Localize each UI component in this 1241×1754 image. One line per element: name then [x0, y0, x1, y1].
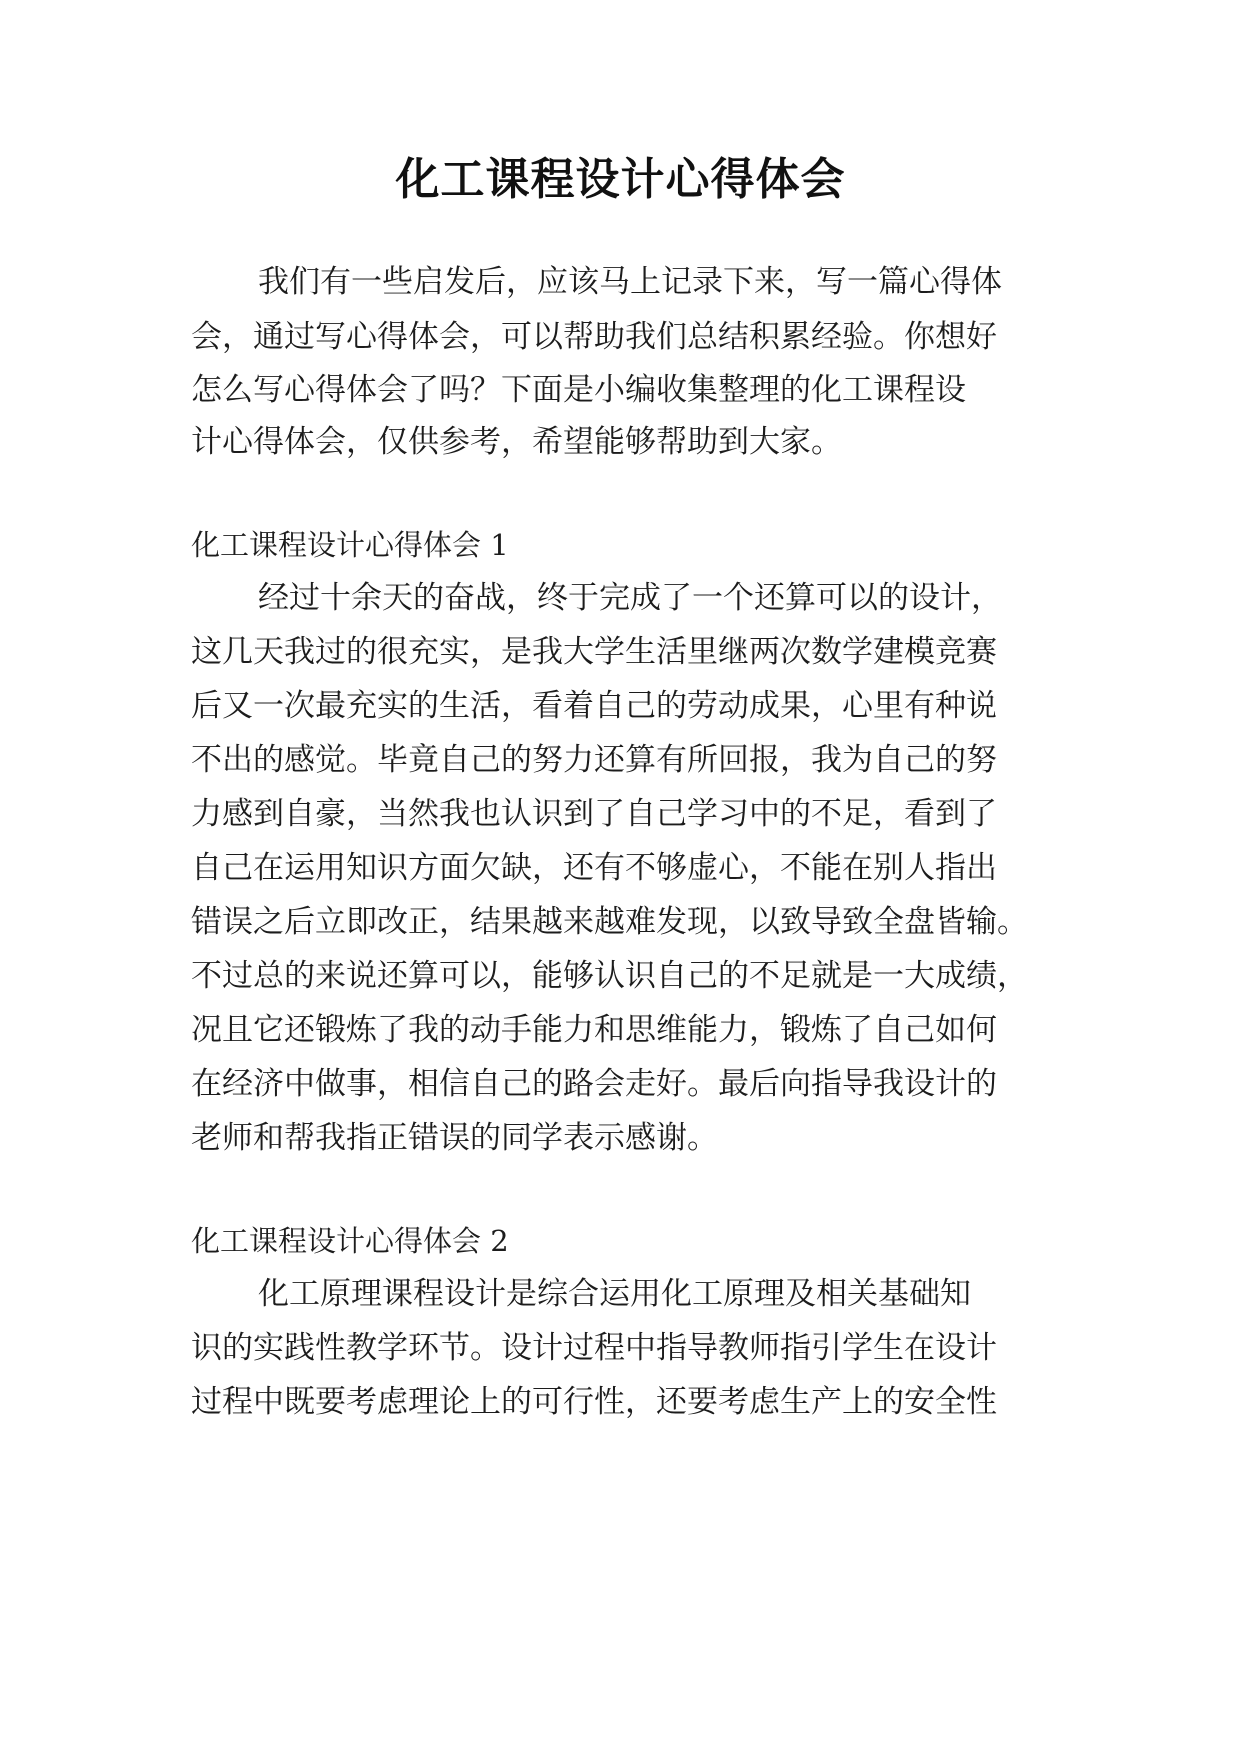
body-line: 不过总的来说还算可以，能够认识自己的不足就是一大成绩， [191, 958, 1028, 994]
body-line: 错误之后立即改正，结果越来越难发现，以致导致全盘皆输。 [191, 904, 1028, 940]
intro-line: 怎么写心得体会了吗？下面是小编收集整理的化工课程设 [191, 372, 966, 408]
body-line: 老师和帮我指正错误的同学表示感谢。 [191, 1120, 718, 1156]
section-heading-1: 化工课程设计心得体会 1 [191, 528, 509, 562]
body-line: 自己在运用知识方面欠缺，还有不够虚心，不能在别人指出 [191, 850, 997, 886]
intro-line: 会，通过写心得体会，可以帮助我们总结积累经验。你想好 [191, 319, 997, 355]
intro-line: 计心得体会，仅供参考，希望能够帮助到大家。 [191, 424, 842, 460]
body-line: 经过十余天的奋战，终于完成了一个还算可以的设计， [258, 580, 1002, 616]
body-line: 后又一次最充实的生活，看着自己的劳动成果，心里有种说 [191, 688, 997, 724]
body-line: 不出的感觉。毕竟自己的努力还算有所回报，我为自己的努 [191, 742, 997, 778]
document-title: 化工课程设计心得体会 [395, 154, 846, 205]
body-line: 化工原理课程设计是综合运用化工原理及相关基础知 [258, 1276, 971, 1312]
body-line: 过程中既要考虑理论上的可行性，还要考虑生产上的安全性 [191, 1384, 997, 1420]
body-line: 力感到自豪，当然我也认识到了自己学习中的不足，看到了 [191, 796, 997, 832]
intro-line: 我们有一些启发后，应该马上记录下来，写一篇心得体 [258, 264, 1002, 300]
body-line: 在经济中做事，相信自己的路会走好。最后向指导我设计的 [191, 1066, 997, 1102]
body-line: 这几天我过的很充实，是我大学生活里继两次数学建模竞赛 [191, 634, 997, 670]
body-line: 况且它还锻炼了我的动手能力和思维能力，锻炼了自己如何 [191, 1012, 997, 1048]
section-heading-2: 化工课程设计心得体会 2 [191, 1224, 509, 1258]
body-line: 识的实践性教学环节。设计过程中指导教师指引学生在设计 [191, 1330, 997, 1366]
